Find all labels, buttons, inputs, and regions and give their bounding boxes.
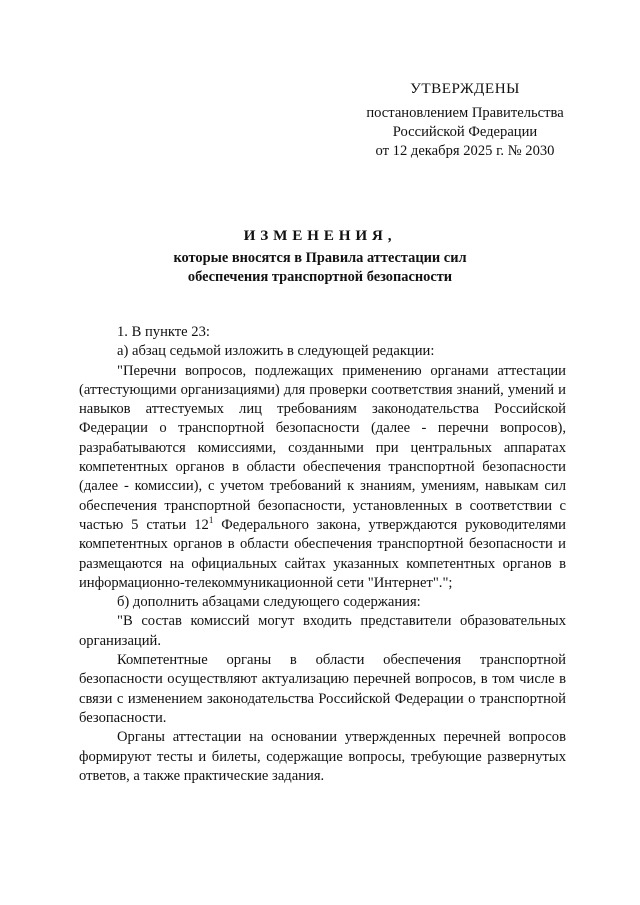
- document-subtitle: [0, 249, 640, 287]
- document-title: ИЗМЕНЕНИЯ,: [243, 227, 397, 244]
- paragraph-2: а) абзац седьмой изложить в следующей редакции:: [117, 343, 435, 360]
- approval-line-2: Российской Федерации: [392, 124, 538, 140]
- approval-heading: УТВЕРЖДЕНЫ: [410, 80, 520, 97]
- paragraph-3-text-b: Федерального закона, утверждаются руководителями компетентных органов в области обеспечения транспортной безопасности и размещаются на официальных сайтах указанных компетентных органов в информационно-телекоммуникационной сети "Интернет".";: [79, 516, 566, 591]
- paragraph-3: [79, 362, 566, 594]
- subtitle-line-2: обеспечения транспортной безопасности: [187, 269, 453, 285]
- approval-line-3: от 12 декабря 2025 г. № 2030: [375, 143, 555, 159]
- approval-block: [340, 79, 590, 161]
- paragraph-7: Органы аттестации на основании утвержденных перечней вопросов формируют тесты и билеты, содержащие вопросы, требующие развернутых ответов, а также практические задания.: [79, 729, 566, 784]
- paragraph-4: б) дополнить абзацами следующего содержания:: [117, 594, 421, 611]
- paragraph-5: "В состав комиссий могут входить представители образовательных организаций.: [79, 613, 566, 649]
- article-superscript: 1: [208, 514, 214, 525]
- paragraph-6: Компетентные органы в области обеспечения транспортной безопасности осуществляют актуализацию перечней вопросов, в том числе в связи с изменением законодательства Российской Федерации о транспортной безопасности.: [79, 652, 566, 726]
- paragraph-1: 1. В пункте 23:: [117, 324, 210, 340]
- document-body: [79, 323, 566, 786]
- approval-line-1: постановлением Правительства: [366, 105, 564, 121]
- subtitle-line-1: которые вносятся в Правила аттестации сил: [173, 250, 467, 266]
- paragraph-3-text-a: "Перечни вопросов, подлежащих применению органами аттестации (аттестующими организациями) для проверки соответствия знаний, умений и навыков аттестуемых лиц требованиям законодательства Российской Федерации о транспортной безопасности (далее - перечни вопросов), разрабатываются комиссиями, созданными при центральных аппаратах компетентных органов в области обеспечения транспортной безопасности (далее - комиссии), с учетом требований к знаниям, умениям, навыкам сил обеспечения транспортной безопасности, установленных в соответствии с частью 5 статьи 12: [79, 362, 566, 533]
